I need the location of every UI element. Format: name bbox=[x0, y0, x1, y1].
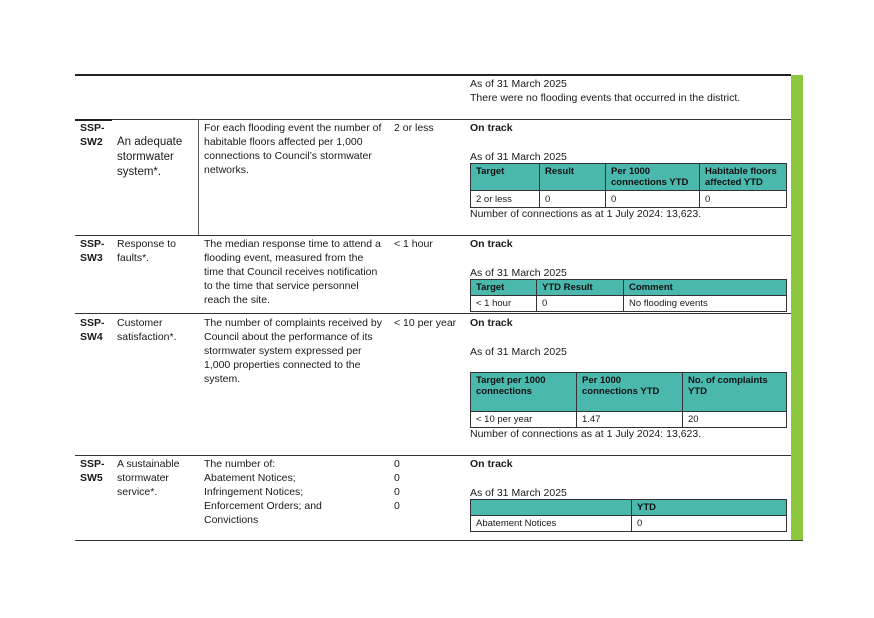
sw3-measure-line: time that Council receives notification bbox=[204, 266, 378, 278]
sw5-measure-line: The number of: bbox=[204, 458, 276, 470]
sw3-as-of: As of 31 March 2025 bbox=[470, 267, 567, 279]
sw3-measure-line: to the time that service personnel bbox=[204, 280, 359, 292]
sw3-name-line: Response to bbox=[117, 238, 176, 250]
sw2-as-of: As of 31 March 2025 bbox=[470, 151, 567, 163]
sw3-name-line: faults*. bbox=[117, 252, 150, 264]
sw2-target: 2 or less bbox=[394, 122, 434, 134]
green-side-bar bbox=[791, 75, 803, 540]
table-header: Comment bbox=[624, 280, 787, 296]
sw2-name-line: An adequate bbox=[117, 136, 183, 148]
sw5-target: 0 bbox=[394, 500, 400, 512]
table-header: Target bbox=[471, 280, 537, 296]
sw3-code: SSP- bbox=[80, 238, 105, 250]
sw4-measure-line: The number of complaints received by bbox=[204, 317, 383, 329]
row-divider bbox=[75, 119, 791, 120]
sw3-status: On track bbox=[470, 238, 513, 250]
table-cell: 0 bbox=[537, 296, 624, 312]
sw2-measure-line: habitable floors affected per 1,000 bbox=[204, 136, 363, 148]
table-header: Target bbox=[471, 164, 540, 191]
table-header: Per 1000 connections YTD bbox=[577, 373, 683, 412]
table-header: No. of complaints YTD bbox=[683, 373, 787, 412]
sw4-measure-line: system. bbox=[204, 373, 241, 385]
row-divider bbox=[75, 235, 791, 236]
row-divider bbox=[75, 455, 791, 456]
sw5-measure-line: Enforcement Orders; and bbox=[204, 500, 322, 512]
table-header: Habitable floors affected YTD bbox=[700, 164, 787, 191]
sw2-results-table bbox=[470, 163, 787, 208]
sw5-code-number: SW5 bbox=[80, 472, 103, 484]
top-rule bbox=[75, 74, 791, 76]
sw5-name-line: stormwater bbox=[117, 472, 169, 484]
bottom-rule bbox=[75, 540, 803, 541]
table-header: Per 1000 connections YTD bbox=[606, 164, 700, 191]
sw3-measure-line: reach the site. bbox=[204, 294, 270, 306]
sw4-measure-line: stormwater system expressed per bbox=[204, 345, 362, 357]
sw4-measure-line: Council about the performance of its bbox=[204, 331, 373, 343]
sw2-code-number: SW2 bbox=[80, 136, 103, 148]
intro-as-of: As of 31 March 2025 bbox=[470, 78, 567, 90]
sw5-status: On track bbox=[470, 458, 513, 470]
sw4-name-line: satisfaction*. bbox=[117, 331, 177, 343]
sw5-measure-line: Infringement Notices; bbox=[204, 486, 304, 498]
sw2-measure-line: networks. bbox=[204, 164, 249, 176]
sw5-measure-line: Abatement Notices; bbox=[204, 472, 296, 484]
table-header: Result bbox=[540, 164, 606, 191]
sw4-as-of: As of 31 March 2025 bbox=[470, 346, 567, 358]
sw5-name-line: A sustainable bbox=[117, 458, 180, 470]
table-cell: 2 or less bbox=[471, 191, 540, 208]
sw5-as-of: As of 31 March 2025 bbox=[470, 487, 567, 499]
table-cell: 0 bbox=[606, 191, 700, 208]
sw2-name-line: stormwater bbox=[117, 151, 174, 163]
table-header: Target per 1000 connections bbox=[471, 373, 577, 412]
row-divider bbox=[75, 313, 791, 314]
sw4-name-line: Customer bbox=[117, 317, 163, 329]
intro-note: There were no flooding events that occurred in the district. bbox=[470, 92, 741, 104]
sw5-target: 0 bbox=[394, 472, 400, 484]
table-cell: Abatement Notices bbox=[471, 516, 632, 532]
sw3-results-table bbox=[470, 279, 787, 312]
table-cell: 0 bbox=[632, 516, 787, 532]
table-header bbox=[471, 500, 632, 516]
sw2-name-line: system*. bbox=[117, 166, 162, 178]
sw4-code-number: SW4 bbox=[80, 331, 103, 343]
sw3-code-number: SW3 bbox=[80, 252, 103, 264]
sw4-status: On track bbox=[470, 317, 513, 329]
sw4-code: SSP- bbox=[80, 317, 105, 329]
table-header: YTD bbox=[632, 500, 787, 516]
sw2-measure-line: For each flooding event the number of bbox=[204, 122, 382, 134]
table-cell: < 1 hour bbox=[471, 296, 537, 312]
table-cell: < 10 per year bbox=[471, 412, 577, 428]
sw4-results-table bbox=[470, 372, 787, 428]
sw2-code: SSP- bbox=[80, 122, 105, 134]
sw5-results-table bbox=[470, 499, 787, 532]
column-divider bbox=[198, 119, 199, 235]
table-cell: No flooding events bbox=[624, 296, 787, 312]
sw4-measure-line: 1,000 properties connected to the bbox=[204, 359, 361, 371]
sw5-name-line: service*. bbox=[117, 486, 158, 498]
sw2-status: On track bbox=[470, 122, 513, 134]
sw5-target: 0 bbox=[394, 458, 400, 470]
sw5-code: SSP- bbox=[80, 458, 105, 470]
table-cell: 0 bbox=[540, 191, 606, 208]
sw2-measure-line: connections to Council’s stormwater bbox=[204, 150, 372, 162]
table-cell: 0 bbox=[700, 191, 787, 208]
sw2-footnote: Number of connections as at 1 July 2024: 13,623. bbox=[470, 208, 702, 220]
sw5-measure-line: Convictions bbox=[204, 514, 259, 526]
sw4-target: < 10 per year bbox=[394, 317, 457, 329]
table-cell: 1.47 bbox=[577, 412, 683, 428]
sw3-measure-line: flooding event, measured from the bbox=[204, 252, 364, 264]
sw3-target: < 1 hour bbox=[394, 238, 433, 250]
table-header: YTD Result bbox=[537, 280, 624, 296]
table-cell: 20 bbox=[683, 412, 787, 428]
sw4-footnote: Number of connections as at 1 July 2024: 13,623. bbox=[470, 428, 702, 440]
sw5-target: 0 bbox=[394, 486, 400, 498]
sw3-measure-line: The median response time to attend a bbox=[204, 238, 381, 250]
